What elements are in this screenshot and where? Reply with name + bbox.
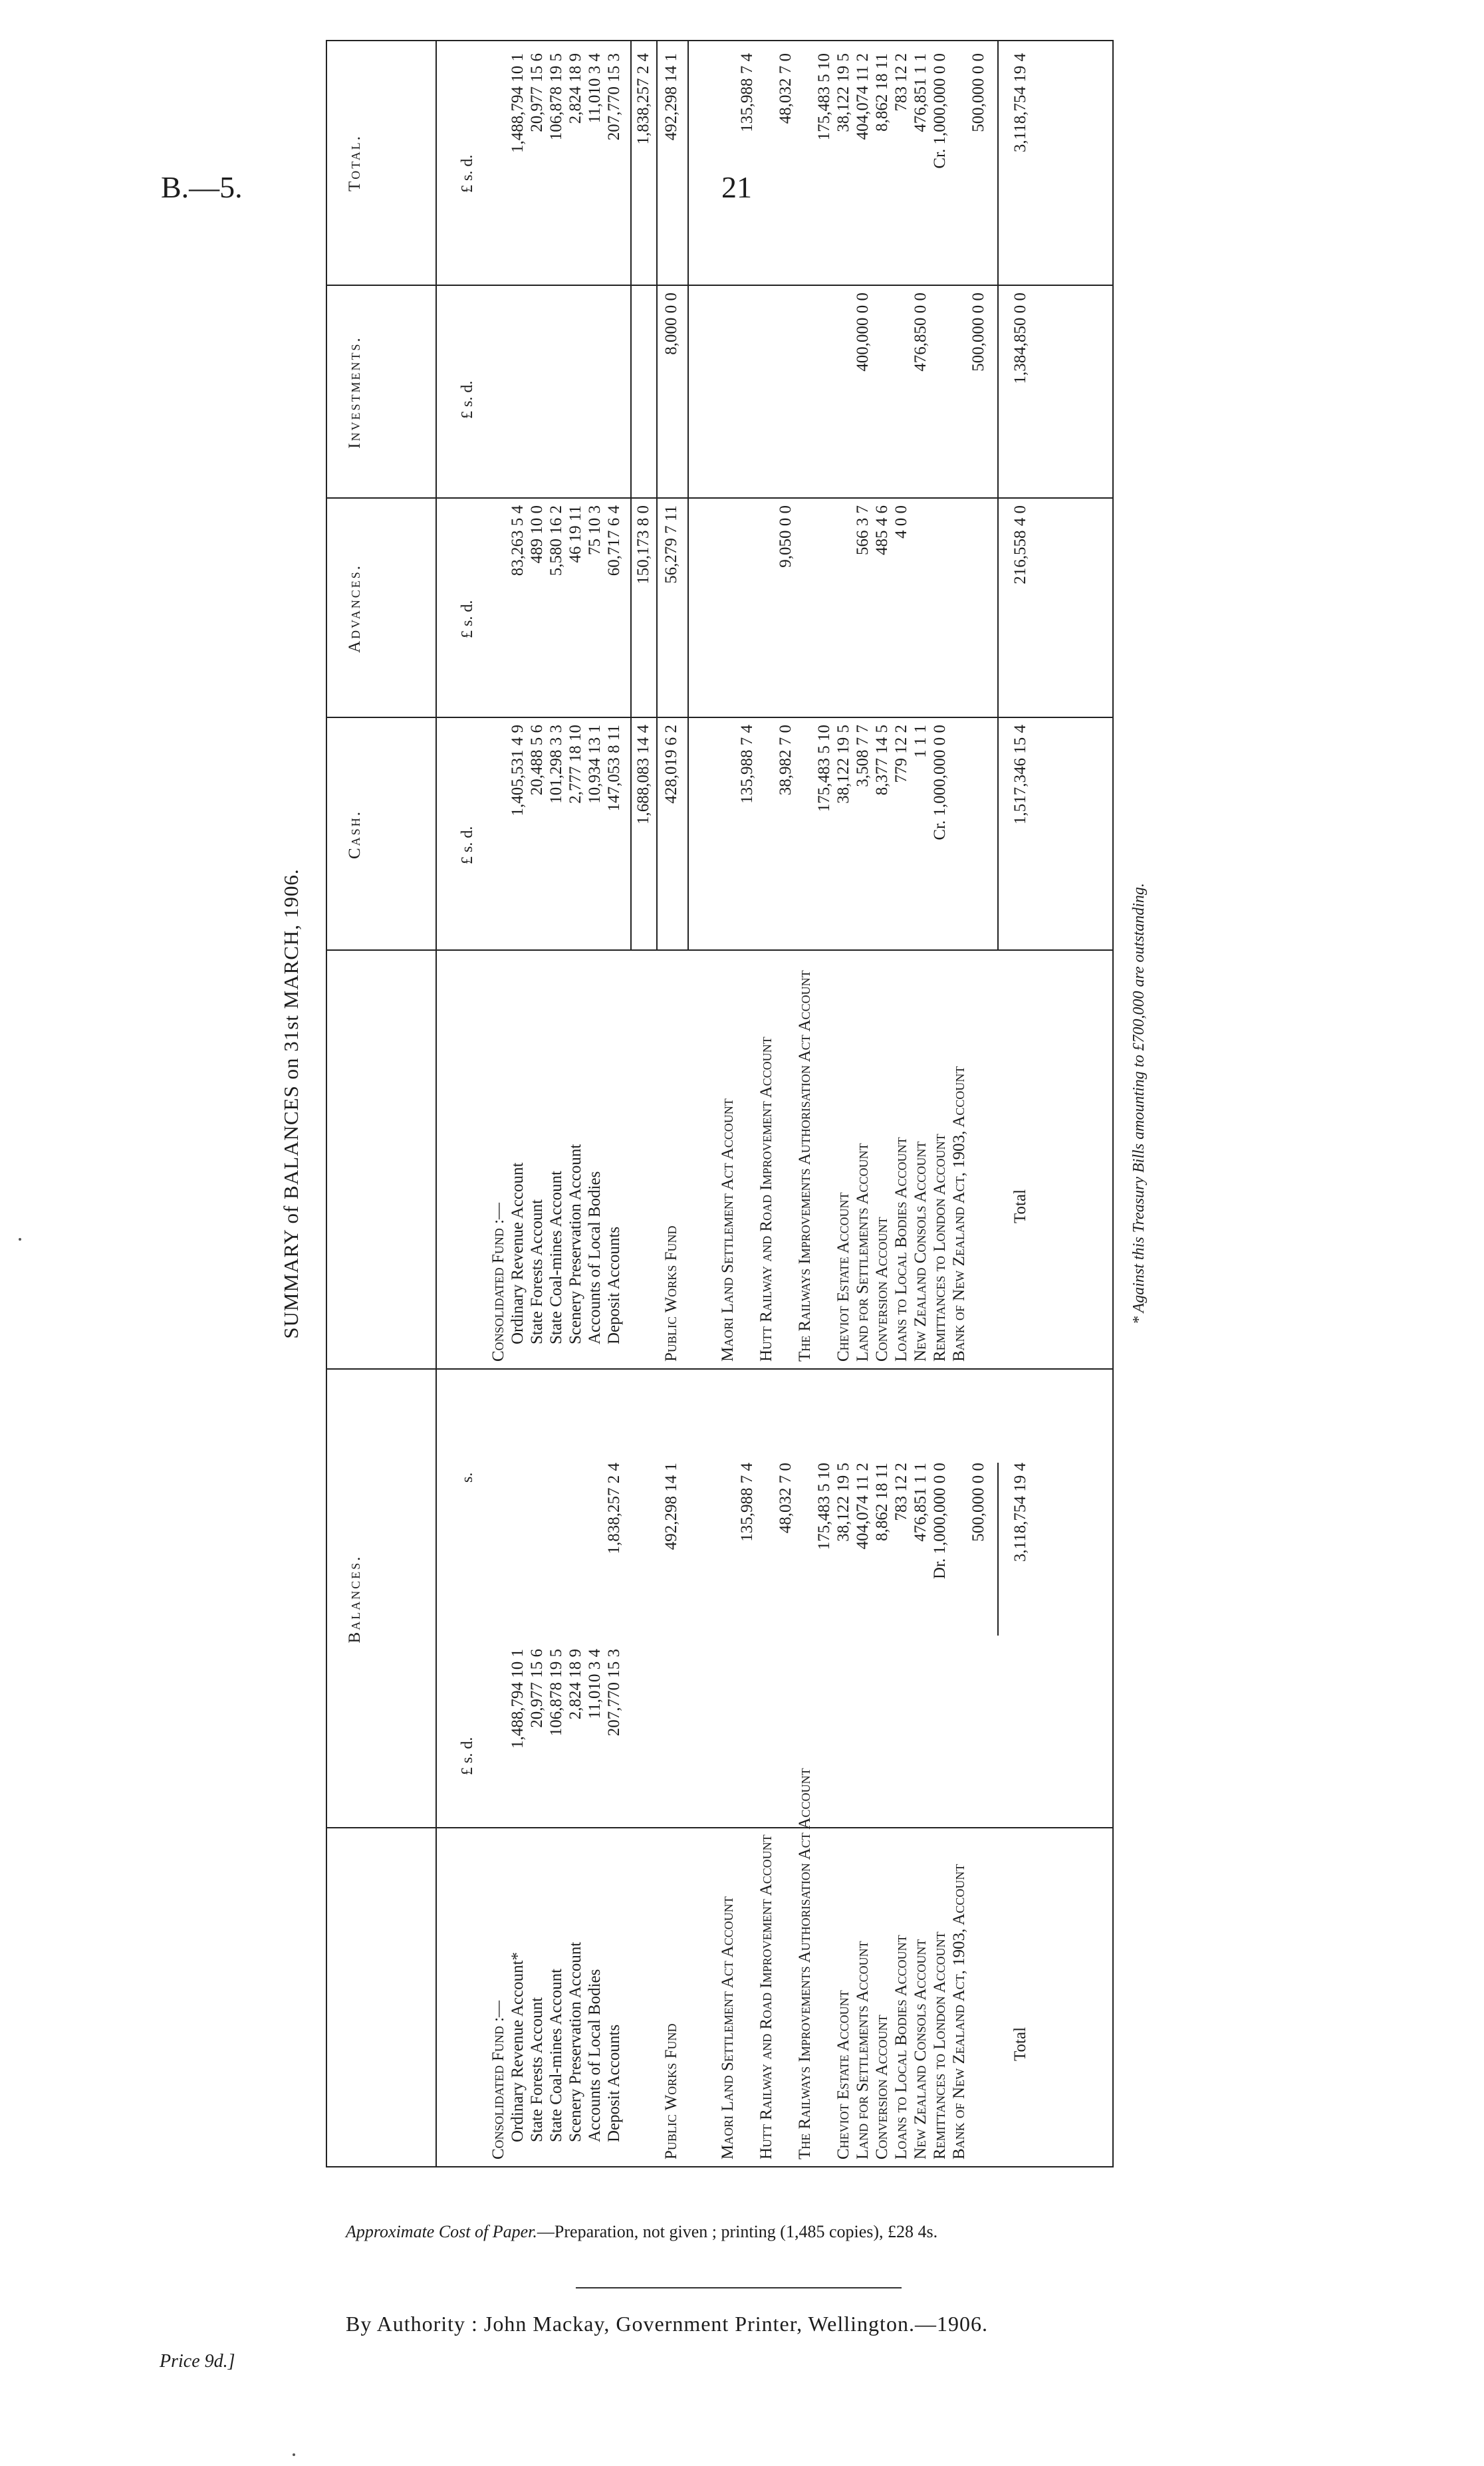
balance-value: Dr. 1,000,000 0 0: [931, 1463, 949, 1579]
cash-value: 1 1 1: [912, 725, 929, 758]
column-rule: [326, 717, 1114, 718]
account-label: Public Works Fund: [662, 1225, 680, 1362]
balance-total: 3,118,754 19 4: [1011, 1463, 1029, 1562]
account-label: Deposit Accounts: [605, 1226, 623, 1344]
balance-subtotal: 1,838,257 2 4: [605, 1463, 623, 1554]
investment-value: 476,850 0 0: [912, 293, 929, 372]
page-number: 21: [721, 170, 752, 204]
balance-value: 404,074 11 2: [854, 1463, 872, 1550]
account-label: Remittances to London Account: [931, 1134, 949, 1362]
total-value: 500,000 0 0: [969, 53, 987, 132]
total-value: 38,122 19 5: [834, 53, 852, 132]
cash-value: 135,988 7 4: [738, 725, 756, 804]
balance-value: 500,000 0 0: [969, 1463, 987, 1542]
unit-header: £ s. d.: [459, 600, 476, 638]
cash-value: 101,298 3 3: [547, 725, 565, 804]
account-label: State Coal-mines Account: [547, 1170, 565, 1344]
account-label: The Railways Improvements Authorisation Act Account: [796, 1768, 814, 2159]
total-label: Total: [1011, 2027, 1029, 2061]
balance-value: 135,988 7 4: [738, 1463, 756, 1542]
cash-value: 2,777 18 10: [566, 725, 584, 804]
investment-value: 8,000 0 0: [662, 293, 680, 355]
cash-value: 10,934 13 1: [586, 725, 604, 804]
advances-heading: Advances.: [346, 564, 364, 653]
account-label: Scenery Preservation Account: [566, 1144, 584, 1344]
investment-value: 400,000 0 0: [854, 293, 872, 372]
cash-value: 8,377 14 5: [873, 725, 891, 796]
account-label: Scenery Preservation Account: [566, 1941, 584, 2142]
total-rule: [997, 40, 999, 951]
column-rule: [326, 949, 1114, 951]
subtotal-rule: [656, 40, 658, 951]
account-label: Hutt Railway and Road Improvement Account: [757, 1834, 775, 2159]
account-label: Land for Settlements Account: [854, 1941, 872, 2159]
cash-total: 1,517,346 15 4: [1011, 725, 1029, 824]
total-value: 207,770 15 3: [605, 53, 623, 141]
advance-value: 5,580 16 2: [547, 505, 565, 576]
balance-value: 207,770 15 3: [605, 1649, 623, 1737]
account-label: Consolidated Fund :—: [489, 2000, 507, 2159]
account-label: Conversion Account: [873, 1217, 891, 1362]
balance-value: 2,824 18 9: [566, 1649, 584, 1720]
total-value: 11,010 3 4: [586, 53, 604, 124]
investments-heading: Investments.: [346, 336, 364, 449]
total-value: 8,862 18 11: [873, 53, 891, 132]
total-value: 2,824 18 9: [566, 53, 584, 124]
account-label: Remittances to London Account: [931, 1931, 949, 2159]
balance-value: 1,488,794 10 1: [509, 1649, 527, 1749]
column-rule: [326, 1827, 1114, 1828]
balance-value: 492,298 14 1: [662, 1463, 680, 1550]
total-value: 135,988 7 4: [738, 53, 756, 132]
balance-value: 476,851 1 1: [912, 1463, 929, 1542]
account-label: Maori Land Settlement Act Account: [719, 1896, 737, 2159]
cost-label: Approximate Cost of Paper.: [346, 2222, 537, 2241]
grand-total: 3,118,754 19 4: [1011, 53, 1029, 153]
account-label: Ordinary Revenue Account*: [509, 1951, 527, 2142]
account-label: Bank of New Zealand Act, 1903, Account: [950, 1864, 968, 2159]
account-label: Maori Land Settlement Act Account: [719, 1098, 737, 1362]
account-label: Cheviot Estate Account: [834, 1990, 852, 2159]
advance-value: 56,279 7 11: [662, 505, 680, 584]
footnote: * Against this Treasury Bills amounting to £700,000 are outstanding.: [1130, 883, 1148, 1324]
cash-value: 38,122 19 5: [834, 725, 852, 804]
total-subtotal: 1,838,257 2 4: [634, 53, 652, 145]
cash-value: 20,488 5 6: [528, 725, 546, 796]
balance-value: 8,862 18 11: [873, 1463, 891, 1541]
advance-value: 566 3 7: [854, 505, 872, 555]
total-value: 48,032 7 0: [777, 53, 795, 124]
advance-subtotal: 150,173 8 0: [634, 505, 652, 584]
account-label: Ordinary Revenue Account: [509, 1162, 527, 1344]
balance-value: 38,122 19 5: [834, 1463, 852, 1542]
account-label: The Railways Improvements Authorisation Act Account: [796, 970, 814, 1362]
column-rule: [326, 285, 1114, 286]
total-value: 175,483 5 10: [815, 53, 833, 141]
printer-authority: By Authority : John Mackay, Government Printer, Wellington.—1906.: [346, 2312, 988, 2336]
account-label: State Forests Account: [528, 1997, 546, 2142]
section-rule: [687, 40, 689, 951]
account-label: State Coal-mines Account: [547, 1968, 565, 2142]
cost-text: —Preparation, not given ; printing (1,485 copies), £28 4s.: [537, 2222, 938, 2241]
total-label: Total: [1011, 1189, 1029, 1223]
account-label: Bank of New Zealand Act, 1903, Account: [950, 1066, 968, 1362]
unit-header: s.: [459, 1472, 476, 1483]
advance-value: 489 10 0: [528, 505, 546, 564]
cash-value: 147,053 8 11: [605, 725, 623, 812]
balance-value: 20,977 15 6: [528, 1649, 546, 1728]
total-heading: Total.: [346, 134, 364, 192]
cash-subtotal: 1,688,083 14 4: [634, 725, 652, 824]
document-code: B.—5.: [161, 170, 243, 204]
balance-value: 11,010 3 4: [586, 1649, 604, 1719]
investment-total: 1,384,850 0 0: [1011, 293, 1029, 384]
cash-value: 1,405,531 4 9: [509, 725, 527, 816]
cash-value: 175,483 5 10: [815, 725, 833, 812]
column-rule: [326, 1368, 1114, 1370]
total-value: 492,298 14 1: [662, 53, 680, 141]
balance-value: 783 12 2: [892, 1463, 910, 1521]
total-value: 20,977 15 6: [528, 53, 546, 132]
advance-value: 60,717 6 4: [605, 505, 623, 576]
account-label: Conversion Account: [873, 2015, 891, 2159]
cash-value: Cr. 1,000,000 0 0: [931, 725, 949, 840]
unit-header: £ s. d.: [459, 154, 476, 193]
balances-heading: Balances.: [346, 1554, 364, 1644]
account-label: New Zealand Consols Account: [912, 1939, 929, 2159]
account-label: Accounts of Local Bodies: [586, 1969, 604, 2142]
header-rule: [435, 40, 437, 2167]
advance-value: 75 10 3: [586, 505, 604, 555]
total-value: Cr. 1,000,000 0 0: [931, 53, 949, 169]
account-label: Deposit Accounts: [605, 2024, 623, 2142]
total-value: 783 12 2: [892, 53, 910, 112]
account-label: Loans to Local Bodies Account: [892, 1935, 910, 2159]
advance-value: 4 0 0: [892, 505, 910, 539]
scan-speck: [19, 1238, 21, 1241]
account-label: Accounts of Local Bodies: [586, 1171, 604, 1344]
advance-value: 485 4 6: [873, 505, 891, 555]
cash-value: 3,508 7 7: [854, 725, 872, 787]
scan-speck: [293, 2453, 295, 2456]
cash-value: 38,982 7 0: [777, 725, 795, 796]
account-label: Cheviot Estate Account: [834, 1192, 852, 1362]
column-rule: [326, 497, 1114, 499]
unit-header: £ s. d.: [459, 826, 476, 864]
total-value: 106,878 19 5: [547, 53, 565, 141]
account-label: New Zealand Consols Account: [912, 1141, 929, 1362]
total-value: 1,488,794 10 1: [509, 53, 527, 153]
account-label: Consolidated Fund :—: [489, 1202, 507, 1362]
cash-value: 428,019 6 2: [662, 725, 680, 804]
balance-value: 48,032 7 0: [777, 1463, 795, 1534]
account-label: Loans to Local Bodies Account: [892, 1137, 910, 1362]
price-note: Price 9d.]: [160, 2351, 235, 2372]
advance-total: 216,558 4 0: [1011, 505, 1029, 584]
balance-value: 106,878 19 5: [547, 1649, 565, 1737]
cash-value: 779 12 2: [892, 725, 910, 783]
total-value: 404,074 11 2: [854, 53, 872, 140]
subtotal-rule: [630, 40, 632, 951]
balance-value: 175,483 5 10: [815, 1463, 833, 1550]
unit-header: £ s. d.: [459, 380, 476, 419]
investment-value: 500,000 0 0: [969, 293, 987, 372]
account-label: Public Works Fund: [662, 2023, 680, 2159]
account-label: Hutt Railway and Road Improvement Account: [757, 1037, 775, 1362]
cash-heading: Cash.: [346, 810, 364, 859]
account-label: State Forests Account: [528, 1199, 546, 1344]
account-label: Land for Settlements Account: [854, 1143, 872, 1362]
advance-value: 83,263 5 4: [509, 505, 527, 576]
total-rule: [997, 1463, 999, 1636]
cost-of-paper: [346, 2222, 937, 2242]
advance-value: 9,050 0 0: [777, 505, 795, 568]
footer-rule: [576, 2287, 902, 2288]
advance-value: 46 19 11: [566, 505, 584, 563]
unit-header: £ s. d.: [459, 1737, 476, 1775]
table-title: SUMMARY of BALANCES on 31st MARCH, 1906.: [279, 868, 303, 1339]
total-value: 476,851 1 1: [912, 53, 929, 132]
rotated-summary-table: [279, 40, 1148, 2167]
